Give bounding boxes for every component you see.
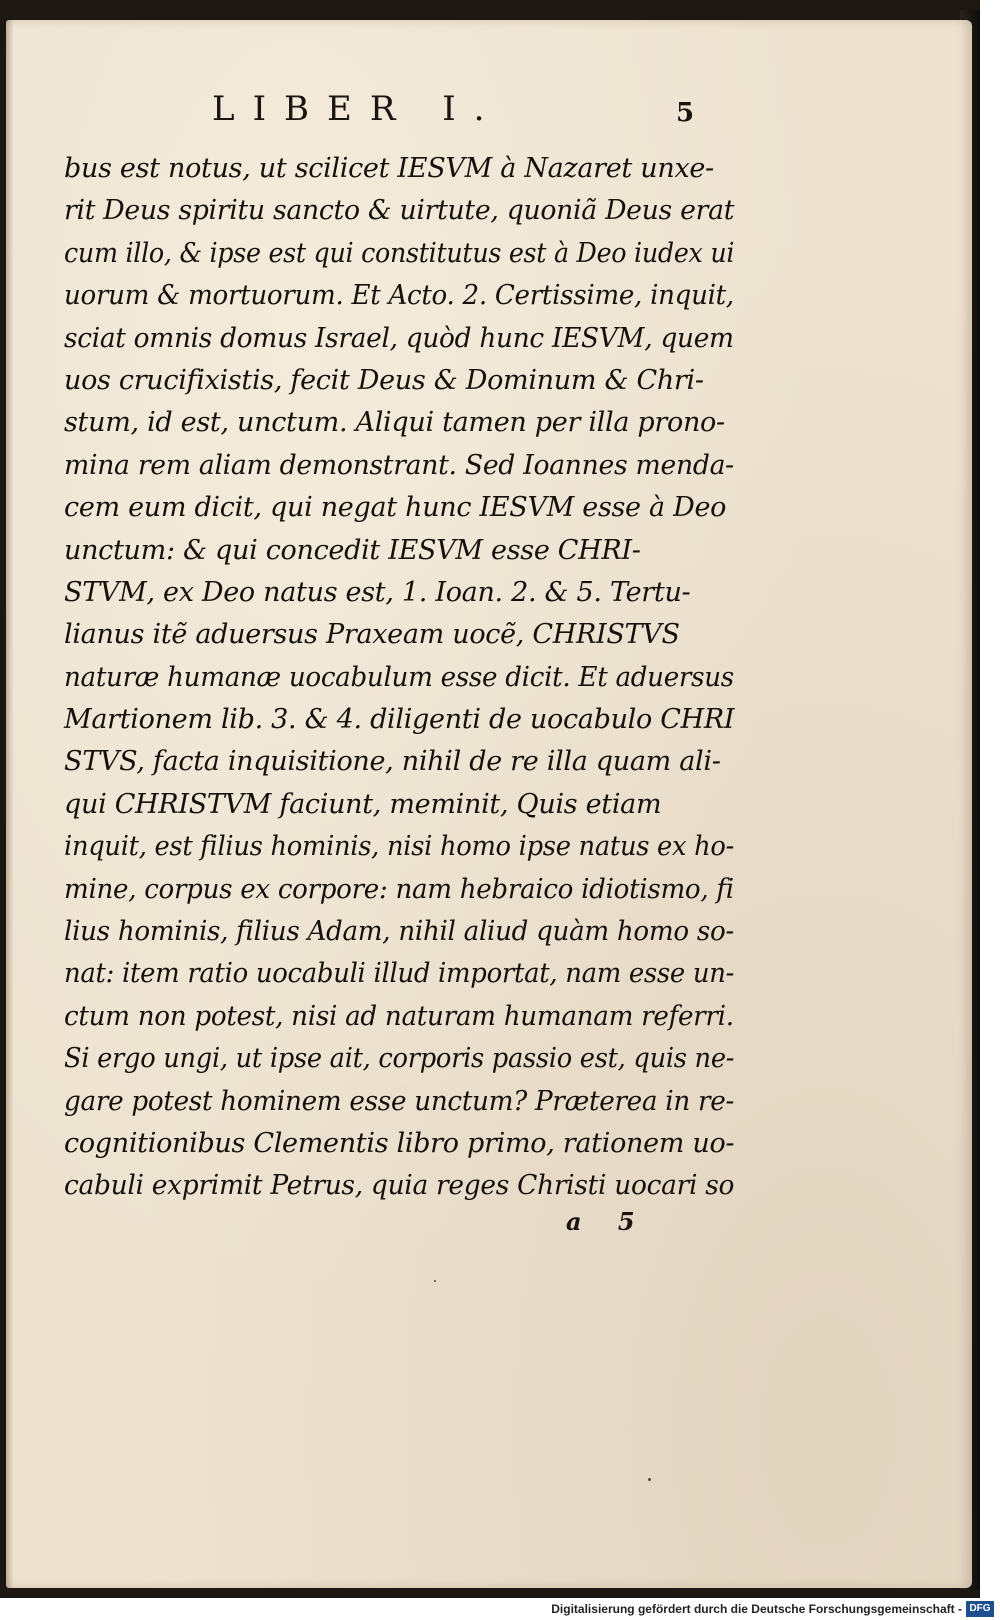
text-line: uos crucifixistis, fecit Deus & Dominum & Chri- <box>64 364 704 396</box>
body-text <box>64 148 734 1208</box>
text-line: STVS, facta inquisitione, nihil de re illa quam ali- <box>64 746 721 778</box>
text-line: naturæ humanæ uocabulum esse dicit. Et aduersus <box>64 661 734 693</box>
text-line: ctum non potest, nisi ad naturam humanam referri. <box>64 1000 734 1032</box>
text-line: Martionem lib. 3. & 4. diligenti de uocabulo CHRI <box>64 704 735 736</box>
text-line: mina rem aliam demonstrant. Sed Ioannes menda- <box>64 449 734 481</box>
text-line: Si ergo ungi, ut ipse ait, corporis passio est, quis ne- <box>64 1043 735 1075</box>
paper-speck <box>648 1478 651 1481</box>
book-page <box>6 20 972 1588</box>
signature-mark: a 5 <box>566 1207 649 1236</box>
text-line: cem eum dicit, qui negat hunc IESVM esse à Deo <box>64 492 727 524</box>
text-line: qui CHRISTVM faciunt, meminit, Quis etiam <box>64 788 662 820</box>
text-line: gare potest hominem esse unctum? Præterea in re- <box>64 1085 735 1117</box>
text-line: unctum: & qui concedit IESVM esse CHRI- <box>64 534 641 566</box>
page-gutter-edge <box>6 20 14 1588</box>
text-line: uorum & mortuorum. Et Acto. 2. Certissime, inquit, <box>64 280 734 312</box>
paper-speck <box>434 1280 436 1282</box>
text-line: stum, id est, unctum. Aliqui tamen per illa prono- <box>64 407 725 439</box>
dfg-logo: DFG <box>966 1601 994 1617</box>
folio-number: 5 <box>676 98 695 128</box>
digitization-credit-bar <box>0 1598 1000 1620</box>
text-line: nat: item ratio uocabuli illud importat, nam esse un- <box>64 958 735 990</box>
text-line: cognitionibus Clementis libro primo, rationem uo- <box>64 1127 735 1159</box>
running-head: LIBER I. <box>212 89 503 129</box>
text-line: lius hominis, filius Adam, nihil aliud quàm homo so- <box>64 916 734 948</box>
digitization-credit: Digitalisierung gefördert durch die Deutsche Forschungsgemeinschaft - <box>551 1602 962 1616</box>
text-line: bus est notus, ut scilicet IESVM à Nazaret unxe- <box>64 153 714 184</box>
text-line: STVM, ex Deo natus est, 1. Ioan. 2. & 5. Tertu- <box>64 576 691 608</box>
text-line: inquit, est filius hominis, nisi homo ipse natus ex ho- <box>64 831 735 863</box>
text-line: lianus itẽ aduersus Praxeam uocẽ, CHRISTVS <box>64 619 680 651</box>
page-header <box>6 84 972 134</box>
text-line: sciat omnis domus Israel, quòd hunc IESVM, quem <box>64 322 734 354</box>
text-line: rit Deus spiritu sancto & uirtute, quoniã Deus erat <box>64 195 735 227</box>
text-line: mine, corpus ex corpore: nam hebraico idiotismo, fi <box>64 873 734 905</box>
text-line: cum illo, & ipse est qui constitutus est à Deo iudex ui <box>64 237 735 269</box>
text-line: cabuli exprimit Petrus, quia reges Christi uocari so <box>64 1170 735 1202</box>
